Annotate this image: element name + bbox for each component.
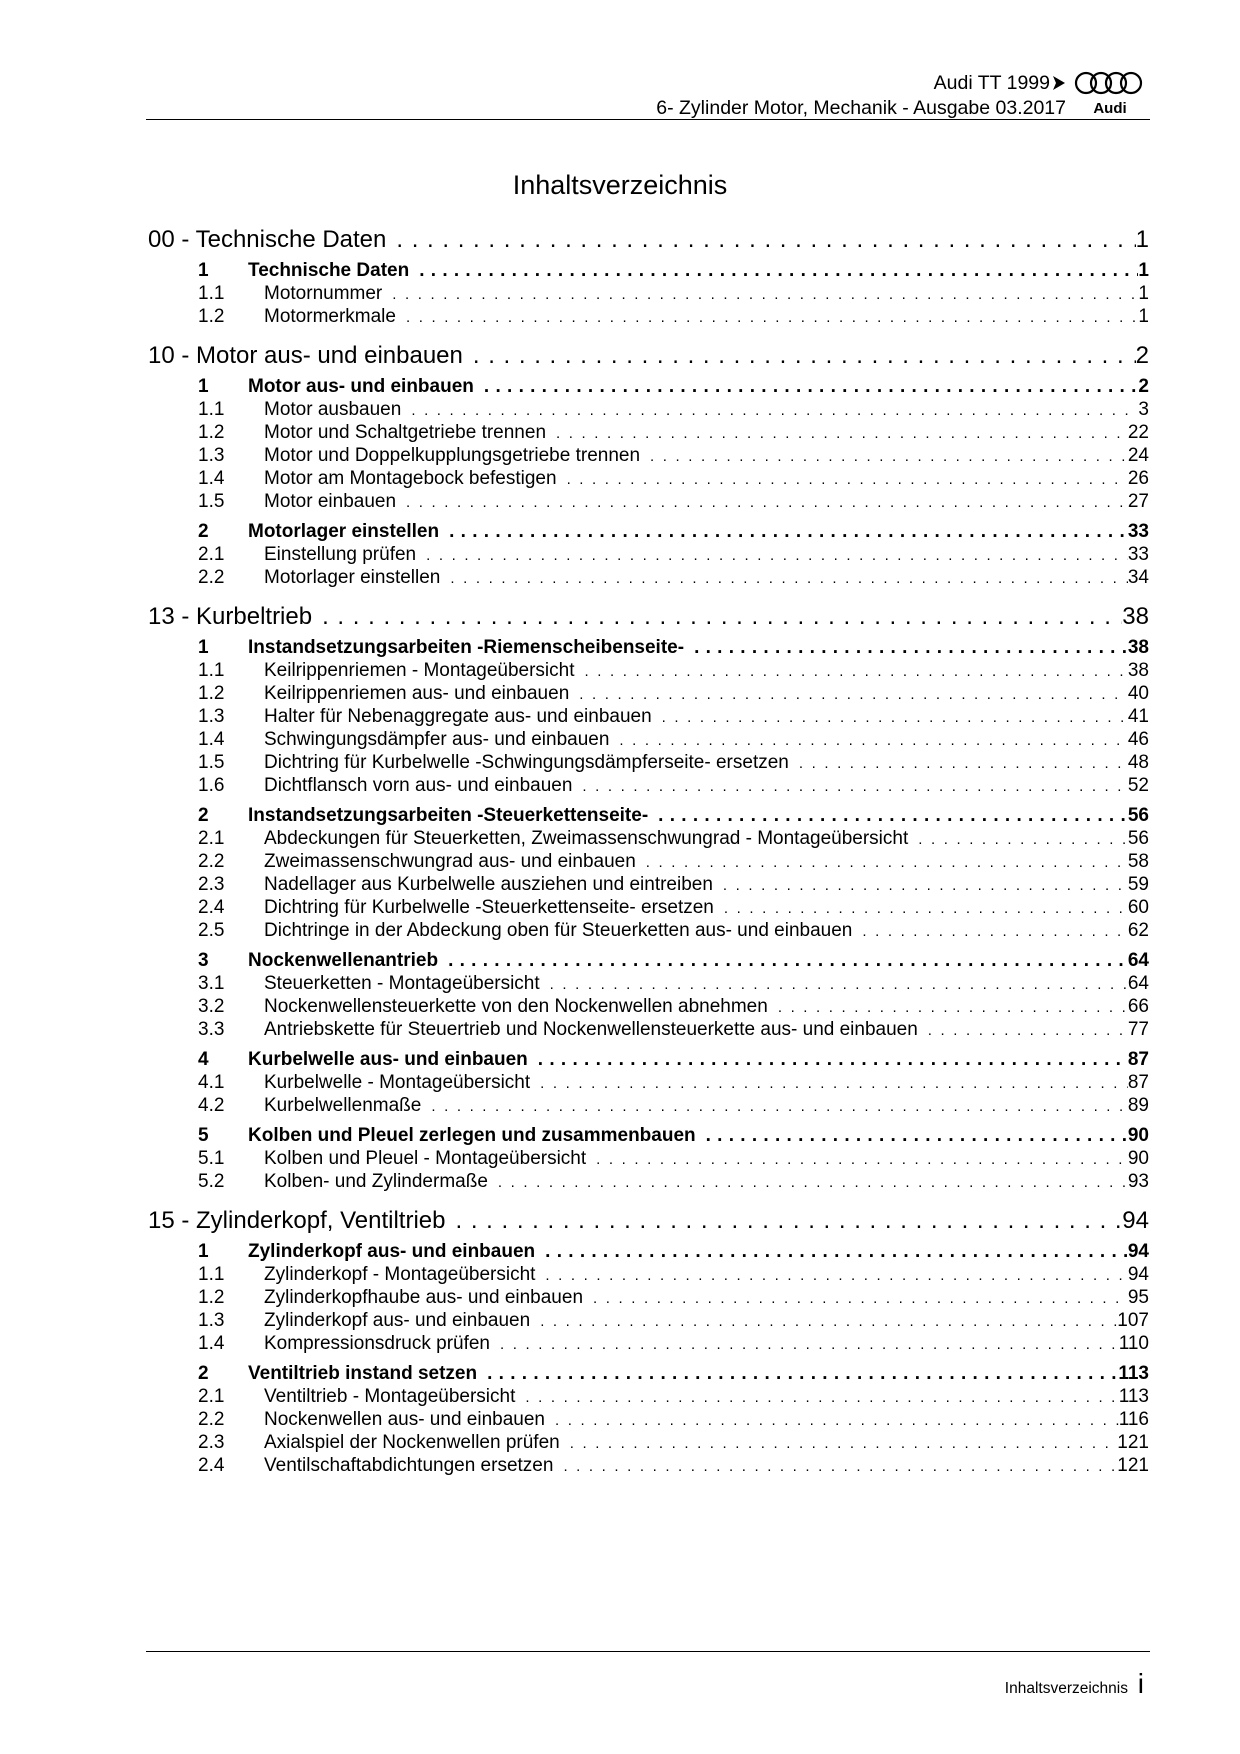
toc-page-number: 1 (1138, 260, 1149, 281)
toc-page-number: 110 (1118, 1333, 1149, 1354)
toc-subsection[interactable] (148, 543, 1149, 568)
toc-label: Motor einbauen (264, 491, 397, 512)
toc-subsection[interactable] (148, 972, 1149, 997)
toc-page-number: 22 (1127, 422, 1149, 443)
arrow-right-icon (1052, 74, 1066, 92)
toc-label: Ventiltrieb instand setzen (248, 1363, 478, 1384)
dot-leader (908, 828, 1128, 852)
toc-subsection[interactable] (148, 1094, 1149, 1119)
toc-page-number: 52 (1127, 775, 1149, 796)
toc-page-number: 2 (1135, 342, 1149, 369)
toc-subsection[interactable] (148, 873, 1149, 898)
toc-label: Nockenwellenantrieb (248, 950, 439, 971)
toc-number: 1.4 (198, 729, 225, 750)
toc-label: Motor am Montagebock befestigen (264, 468, 557, 489)
dot-leader (572, 775, 1127, 799)
dot-leader (789, 752, 1128, 776)
toc-page-number: 95 (1127, 1287, 1149, 1308)
dot-leader (440, 567, 1127, 591)
toc-label: Kurbelwellenmaße (264, 1095, 422, 1116)
toc-subsection[interactable] (148, 919, 1149, 944)
toc-label: Motornummer (264, 283, 383, 304)
toc-label: Halter für Nebenaggregate aus- und einbauen (264, 706, 652, 727)
toc-number: 1.3 (198, 445, 225, 466)
toc-number: 5.1 (198, 1148, 225, 1169)
toc-label: Nadellager aus Kurbelwelle ausziehen und eintreiben (264, 874, 713, 895)
toc-subsection[interactable] (148, 1385, 1149, 1410)
toc-page-number: 60 (1127, 897, 1149, 918)
toc-number: 1.2 (198, 306, 225, 327)
toc-subsection[interactable] (148, 827, 1149, 852)
dot-leader (396, 491, 1128, 515)
footer-label: Inhaltsverzeichnis (1004, 1680, 1128, 1697)
dot-leader (312, 602, 1122, 632)
toc-number: 2 (198, 1363, 209, 1384)
dot-leader (463, 341, 1136, 371)
toc-page-number: 41 (1127, 706, 1149, 727)
toc-subsection[interactable] (148, 566, 1149, 591)
toc-page-number: 33 (1127, 544, 1149, 565)
toc-subsection[interactable] (148, 467, 1149, 492)
toc-label: Motor aus- und einbauen (248, 376, 474, 397)
toc-number: 1.3 (198, 706, 225, 727)
toc-number: 2.3 (198, 1432, 225, 1453)
dot-leader (560, 1432, 1118, 1456)
toc-label: Instandsetzungsarbeiten -Steuerkettenseite- (248, 805, 649, 826)
toc-label: Dichtring für Kurbelwelle -Schwingungsdämpferseite- ersetzen (264, 752, 789, 773)
toc-subsection[interactable] (148, 1408, 1149, 1433)
toc-page-number: 116 (1118, 1409, 1149, 1430)
toc-subsection[interactable] (148, 490, 1149, 515)
toc-subsection[interactable] (148, 1431, 1149, 1456)
toc-label: Kolben und Pleuel - Montageübersicht (264, 1148, 587, 1169)
toc-subsection[interactable] (148, 282, 1149, 307)
toc-label: Schwingungsdämpfer aus- und einbauen (264, 729, 610, 750)
toc-page-number: 3 (1138, 399, 1149, 420)
dot-leader (530, 1072, 1128, 1096)
audi-logo-icon (1070, 70, 1150, 116)
toc-number: 2 (198, 805, 209, 826)
toc-subsection[interactable] (148, 1147, 1149, 1172)
dot-leader (640, 445, 1128, 469)
toc-subsection[interactable] (148, 305, 1149, 330)
dot-leader (540, 973, 1128, 997)
toc-number: 2.1 (198, 1386, 225, 1407)
toc-page-number: 27 (1127, 491, 1149, 512)
toc-label: Zylinderkopf aus- und einbauen (264, 1310, 531, 1331)
toc-page-number: 58 (1127, 851, 1149, 872)
dot-leader (535, 1240, 1128, 1264)
toc-page-number: 1 (1138, 283, 1149, 304)
toc-page-number: 34 (1127, 567, 1149, 588)
toc-page-number: 59 (1127, 874, 1149, 895)
toc-label: Dichtring für Kurbelwelle -Steuerkettenseite- ersetzen (264, 897, 714, 918)
toc-number: 2.3 (198, 874, 225, 895)
dot-leader (530, 1310, 1117, 1334)
toc-label: Axialspiel der Nockenwellen prüfen (264, 1432, 560, 1453)
toc-subsection[interactable] (148, 1286, 1149, 1311)
toc-section[interactable] (148, 636, 1149, 660)
dot-leader (490, 1333, 1119, 1357)
toc-section[interactable] (148, 259, 1149, 283)
toc-label: Kolben- und Zylindermaße (264, 1171, 488, 1192)
dot-leader (474, 375, 1139, 399)
dot-leader (575, 660, 1128, 684)
dot-leader (438, 949, 1128, 973)
header-rule (146, 119, 1150, 120)
dot-leader (535, 1264, 1127, 1288)
toc-page-number: 107 (1117, 1310, 1149, 1331)
toc-number: 1 (198, 637, 209, 658)
toc-subsection[interactable] (148, 398, 1149, 423)
toc-page-number: 38 (1122, 603, 1149, 630)
dot-leader (401, 399, 1138, 423)
toc-number: 1 (198, 376, 209, 397)
toc-page-number: 46 (1127, 729, 1149, 750)
toc-number: 2.1 (198, 544, 225, 565)
toc-subsection[interactable] (148, 682, 1149, 707)
toc-number: 3.2 (198, 996, 225, 1017)
toc-label: Kompressionsdruck prüfen (264, 1333, 490, 1354)
toc-page-number: 94 (1127, 1241, 1149, 1262)
dot-leader (714, 897, 1128, 921)
toc-number: 4.1 (198, 1072, 225, 1093)
dot-leader (713, 874, 1128, 898)
toc-chapter[interactable] (148, 1206, 1149, 1236)
dot-leader (553, 1455, 1117, 1479)
dot-leader (515, 1386, 1118, 1410)
toc-number: 1.4 (198, 468, 225, 489)
toc-label: Motor ausbauen (264, 399, 402, 420)
toc-subsection[interactable] (148, 659, 1149, 684)
toc-label: Motormerkmale (264, 306, 396, 327)
dot-leader (409, 259, 1138, 283)
toc-subsection[interactable] (148, 1454, 1149, 1479)
toc-page-number: 113 (1118, 1363, 1149, 1384)
toc-number: 2.2 (198, 567, 225, 588)
toc-number: 1 (198, 1241, 209, 1262)
dot-leader (445, 1206, 1122, 1236)
toc-subsection[interactable] (148, 1263, 1149, 1288)
toc-number: 1.5 (198, 752, 225, 773)
toc-page-number: 38 (1127, 637, 1149, 658)
dot-leader (439, 520, 1128, 544)
toc-subsection[interactable] (148, 1071, 1149, 1096)
toc-section[interactable] (148, 375, 1149, 399)
dot-leader (696, 1124, 1128, 1148)
toc-subsection[interactable] (148, 995, 1149, 1020)
toc-number: 1 (198, 260, 209, 281)
toc-number: 2.4 (198, 1455, 225, 1476)
toc-subsection[interactable] (148, 444, 1149, 469)
toc-page-number: 121 (1117, 1432, 1149, 1453)
dot-leader (609, 729, 1127, 753)
dot-leader (586, 1148, 1128, 1172)
toc-label: Nockenwellen aus- und einbauen (264, 1409, 545, 1430)
toc-page-number: 26 (1127, 468, 1149, 489)
dot-leader (416, 544, 1128, 568)
dot-leader (421, 1095, 1128, 1119)
toc-label: Zylinderkopfhaube aus- und einbauen (264, 1287, 584, 1308)
toc-number: 2.5 (198, 920, 225, 941)
toc-number: 1.2 (198, 422, 225, 443)
toc-page-number: 64 (1127, 973, 1149, 994)
dot-leader (386, 225, 1135, 255)
toc-label: 15 - Zylinderkopf, Ventiltrieb (148, 1207, 446, 1234)
toc-subsection[interactable] (148, 850, 1149, 875)
toc-number: 1.1 (198, 1264, 225, 1285)
toc-page-number: 1 (1138, 306, 1149, 327)
dot-leader (852, 920, 1128, 944)
dot-leader (477, 1362, 1118, 1386)
toc-number: 2.1 (198, 828, 225, 849)
toc-label: Zylinderkopf - Montageübersicht (264, 1264, 536, 1285)
toc-page-number: 90 (1127, 1125, 1149, 1146)
toc-subsection[interactable] (148, 896, 1149, 921)
dot-leader (918, 1019, 1128, 1043)
toc-label: Antriebskette für Steuertrieb und Nockenwellensteuerkette aus- und einbauen (264, 1019, 918, 1040)
toc-subsection[interactable] (148, 1309, 1149, 1334)
dot-leader (396, 306, 1138, 330)
toc-section[interactable] (148, 1048, 1149, 1072)
toc-section[interactable] (148, 804, 1149, 828)
toc-label: Ventilschaftabdichtungen ersetzen (264, 1455, 554, 1476)
dot-leader (636, 851, 1128, 875)
toc-number: 1.1 (198, 660, 225, 681)
toc-number: 5.2 (198, 1171, 225, 1192)
toc-page-number: 94 (1127, 1264, 1149, 1285)
toc-label: Motor und Doppelkupplungsgetriebe trennen (264, 445, 641, 466)
toc-number: 1.1 (198, 399, 225, 420)
toc-page-number: 24 (1127, 445, 1149, 466)
dot-leader (768, 996, 1128, 1020)
dot-leader (546, 422, 1128, 446)
toc-chapter[interactable] (148, 341, 1149, 371)
toc-page-number: 56 (1127, 805, 1149, 826)
toc-label: Instandsetzungsarbeiten -Riemenscheibenseite- (248, 637, 685, 658)
toc-label: Abdeckungen für Steuerketten, Zweimassenschwungrad - Montageübersicht (264, 828, 909, 849)
toc-page-number: 87 (1127, 1049, 1149, 1070)
toc-label: Kurbelwelle - Montageübersicht (264, 1072, 531, 1093)
toc-subsection[interactable] (148, 728, 1149, 753)
dot-leader (652, 706, 1128, 730)
toc-page-number: 113 (1118, 1386, 1149, 1407)
page-title: Inhaltsverzeichnis (512, 170, 728, 200)
toc-subsection[interactable] (148, 1332, 1149, 1357)
toc-number: 2.2 (198, 1409, 225, 1430)
toc-number: 3.1 (198, 973, 225, 994)
footer-page-number: i (1137, 1668, 1144, 1699)
toc-label: Dichtflansch vorn aus- und einbauen (264, 775, 573, 796)
toc-page-number: 33 (1127, 521, 1149, 542)
toc-label: Kolben und Pleuel zerlegen und zusammenbauen (248, 1125, 696, 1146)
toc-label: Technische Daten (248, 260, 410, 281)
toc-label: Keilrippenriemen aus- und einbauen (264, 683, 570, 704)
toc-page-number: 87 (1127, 1072, 1149, 1093)
toc-subsection[interactable] (148, 774, 1149, 799)
footer-rule (146, 1651, 1150, 1652)
toc-label: Zweimassenschwungrad aus- und einbauen (264, 851, 636, 872)
toc-page-number: 2 (1138, 376, 1149, 397)
toc-number: 5 (198, 1125, 209, 1146)
toc-page-number: 90 (1127, 1148, 1149, 1169)
toc-chapter[interactable] (148, 602, 1149, 632)
toc-number: 1.2 (198, 683, 225, 704)
toc-page-number: 77 (1127, 1019, 1149, 1040)
toc-page-number: 56 (1127, 828, 1149, 849)
page-header (146, 68, 1150, 120)
toc-section[interactable] (148, 1362, 1149, 1386)
dot-leader (569, 683, 1128, 707)
header-subtitle: 6- Zylinder Motor, Mechanik - Ausgabe 03.2017 (656, 97, 1066, 119)
dot-leader (648, 804, 1128, 828)
dot-leader (528, 1048, 1128, 1072)
toc-number: 1.1 (198, 283, 225, 304)
toc-page-number: 62 (1127, 920, 1149, 941)
toc-label: Motorlager einstellen (264, 567, 441, 588)
toc-page-number: 121 (1117, 1455, 1149, 1476)
toc-label: Nockenwellensteuerkette von den Nockenwellen abnehmen (264, 996, 768, 1017)
toc-number: 3 (198, 950, 209, 971)
toc-subsection[interactable] (148, 421, 1149, 446)
toc-section[interactable] (148, 949, 1149, 973)
toc-label: 13 - Kurbeltrieb (148, 603, 313, 630)
toc-page-number: 1 (1135, 226, 1149, 253)
dot-leader (545, 1409, 1119, 1433)
toc-page-number: 64 (1127, 950, 1149, 971)
dot-leader (488, 1171, 1128, 1195)
dot-leader (382, 283, 1138, 307)
toc-label: Ventiltrieb - Montageübersicht (264, 1386, 516, 1407)
toc-number: 1.6 (198, 775, 225, 796)
toc-label: 10 - Motor aus- und einbauen (148, 342, 463, 369)
brand-wordmark: Audi (1093, 100, 1127, 116)
toc-section[interactable] (148, 1240, 1149, 1264)
toc-section[interactable] (148, 1124, 1149, 1148)
toc-subsection[interactable] (148, 1018, 1149, 1043)
toc-number: 2.2 (198, 851, 225, 872)
toc-number: 1.4 (198, 1333, 225, 1354)
toc-chapter[interactable] (148, 225, 1149, 255)
toc-number: 1.2 (198, 1287, 225, 1308)
toc-page-number: 89 (1127, 1095, 1149, 1116)
toc-page-number: 40 (1127, 683, 1149, 704)
toc-number: 1.3 (198, 1310, 225, 1331)
toc-label: Zylinderkopf aus- und einbauen (248, 1241, 536, 1262)
toc-number: 4.2 (198, 1095, 225, 1116)
toc-subsection[interactable] (148, 751, 1149, 776)
toc-number: 3.3 (198, 1019, 225, 1040)
toc-page-number: 93 (1127, 1171, 1149, 1192)
toc-number: 1.5 (198, 491, 225, 512)
toc-subsection[interactable] (148, 1170, 1149, 1195)
toc-label: Motor und Schaltgetriebe trennen (264, 422, 547, 443)
toc-number: 4 (198, 1049, 209, 1070)
dot-leader (557, 468, 1128, 492)
toc-section[interactable] (148, 520, 1149, 544)
header-model: Audi TT 1999 (933, 72, 1050, 94)
toc-page-number: 94 (1122, 1207, 1149, 1234)
toc-page-number: 38 (1127, 660, 1149, 681)
toc-page-number: 48 (1127, 752, 1149, 773)
dot-leader (583, 1287, 1128, 1311)
toc-label: Kurbelwelle aus- und einbauen (248, 1049, 528, 1070)
toc-label: 00 - Technische Daten (148, 226, 387, 253)
toc-number: 2 (198, 521, 209, 542)
toc-number: 2.4 (198, 897, 225, 918)
toc-page-number: 66 (1127, 996, 1149, 1017)
dot-leader (684, 636, 1128, 660)
toc-label: Motorlager einstellen (248, 521, 440, 542)
toc-label: Keilrippenriemen - Montageübersicht (264, 660, 575, 681)
toc-label: Steuerketten - Montageübersicht (264, 973, 540, 994)
toc-label: Einstellung prüfen (264, 544, 417, 565)
toc-label: Dichtringe in der Abdeckung oben für Steuerketten aus- und einbauen (264, 920, 853, 941)
toc-subsection[interactable] (148, 705, 1149, 730)
